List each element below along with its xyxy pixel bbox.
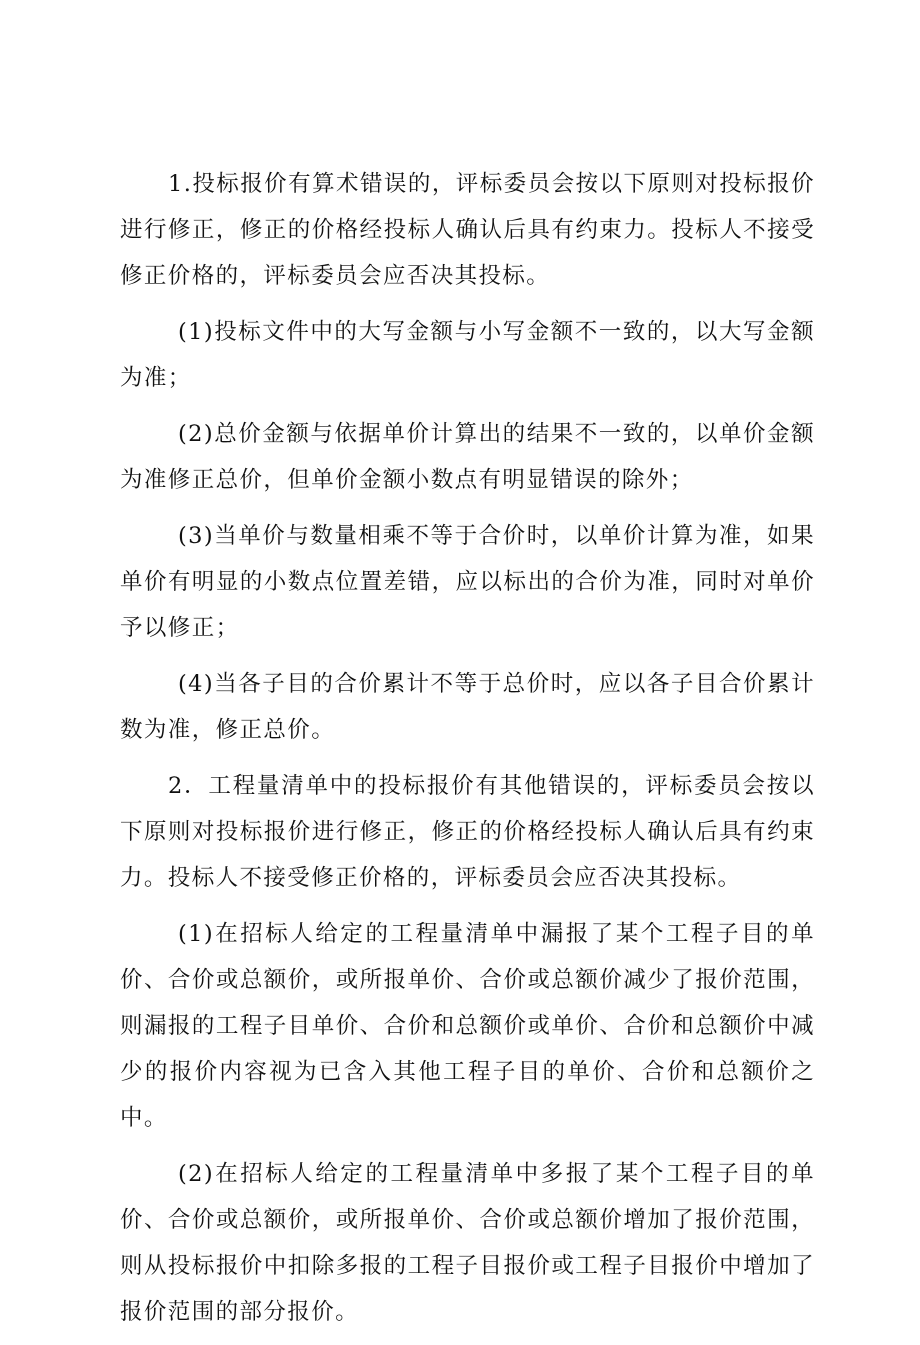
paragraph-rule-1: 1.投标报价有算术错误的，评标委员会按以下原则对投标报价进行修正，修正的价格经投标人确认后具有约束力。投标人不接受修正价格的，评标委员会应否决其投标。 [120, 171, 815, 289]
paragraph-rule-1-item-2: (2)总价金额与依据单价计算出的结果不一致的，以单价金额为准修正总价，但单价金额小数点有明显错误的除外； [120, 421, 815, 493]
paragraph-rule-2-item-1: (1)在招标人给定的工程量清单中漏报了某个工程子目的单价、合价或总额价，或所报单价、合价或总额价减少了报价范围，则漏报的工程子目单价、合价和总额价或单价、合价和总额价中减少的报价内容视为已含入其他工程子目的单价、合价和总额价之中。 [120, 921, 815, 1131]
paragraph-rule-1-item-4: (4)当各子目的合价累计不等于总价时，应以各子目合价累计数为准，修正总价。 [120, 671, 815, 743]
document-body [120, 161, 815, 1345]
paragraph-rule-2: 2．工程量清单中的投标报价有其他错误的，评标委员会按以下原则对投标报价进行修正，修正的价格经投标人确认后具有约束力。投标人不接受修正价格的，评标委员会应否决其投标。 [120, 773, 815, 891]
paragraph-rule-2-item-2: (2)在招标人给定的工程量清单中多报了某个工程子目的单价、合价或总额价，或所报单价、合价或总额价增加了报价范围，则从投标报价中扣除多报的工程子目报价或工程子目报价中增加了报价范围的部分报价。 [120, 1161, 815, 1325]
paragraph-rule-1-item-1: (1)投标文件中的大写金额与小写金额不一致的，以大写金额为准； [120, 319, 815, 391]
paragraph-rule-1-item-3: (3)当单价与数量相乘不等于合价时，以单价计算为准，如果单价有明显的小数点位置差错，应以标出的合价为准，同时对单价予以修正； [120, 523, 815, 641]
